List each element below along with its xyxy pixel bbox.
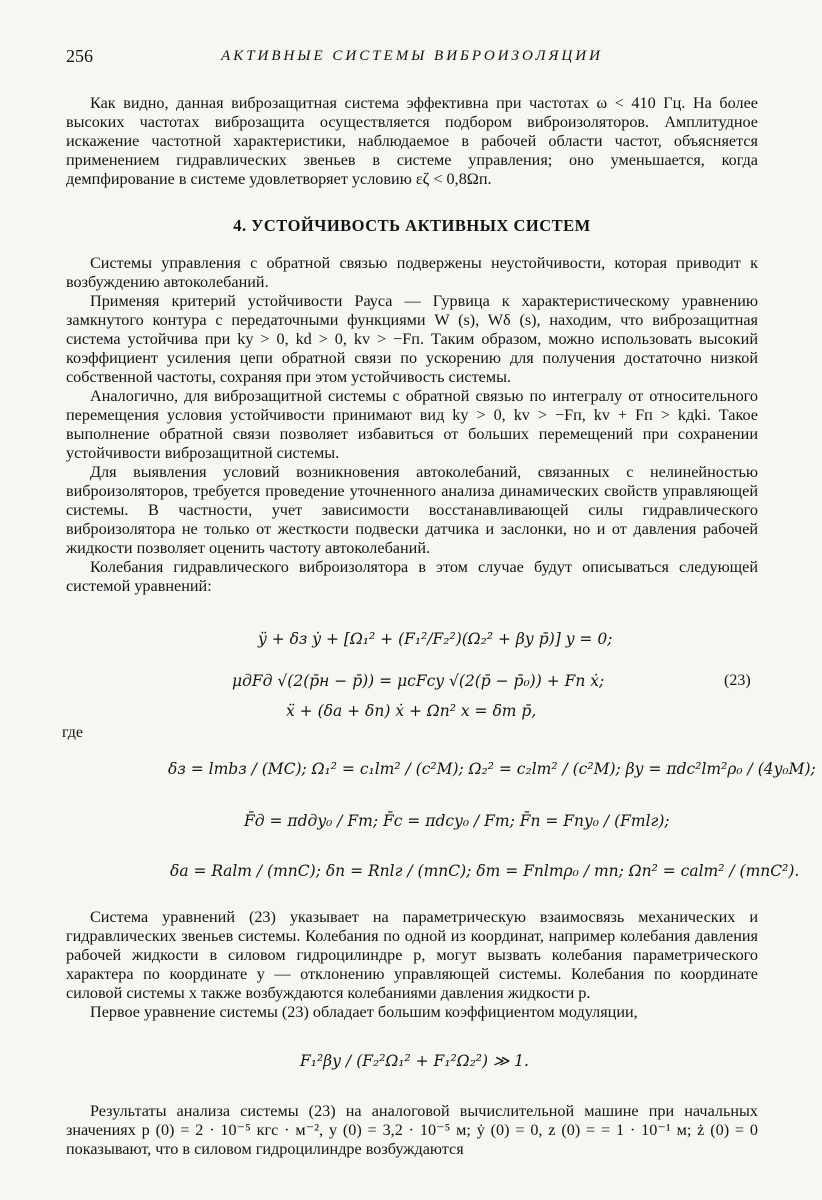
equation-3: ẍ + (δа + δп) ẋ + Ωп² x = δт p̄, [286, 702, 537, 720]
definition-line-2: F̄д = πdдy₀ / Fт; F̄с = πdсy₀ / Fт; F̄п = Fпy₀ / (Fтlг); [244, 812, 670, 830]
running-title: АКТИВНЫЕ СИСТЕМЫ ВИБРОИЗОЛЯЦИИ [221, 48, 603, 64]
section-paragraph-3: Аналогично, для виброзащитной системы с обратной связью по интегралу от относительного перемещения условия устойчивости принимают вид kу > 0, kv > −Fп, kv + Fп > kдki. Такое выполнение обратной связи позволяет избавиться от больших перемещений при сохранении устойчивости виброзащитной системы. [66, 387, 758, 462]
equation-1: ÿ + δз ẏ + [Ω₁² + (F₁²/F₂²)(Ω₂² + βу p̄)] y = 0; [258, 630, 613, 648]
section-title-block [66, 216, 758, 235]
intro-block [66, 94, 758, 189]
modulation-inequality: F₁²βу / (F₂²Ω₁² + F₁²Ω₂²) ≫ 1. [300, 1052, 529, 1070]
section-paragraph-1: Системы управления с обратной связью подвержены неустойчивости, которая приводит к возбуждению автоколебаний. [66, 254, 758, 291]
after-paragraph-1: Система уравнений (23) указывает на параметрическую взаимосвязь механических и гидравлических звеньев системы. Колебания по одной из координат, например колебания давления рабочей жидкости в силовом гидроцилиндре p, могут вызвать колебания параметрического характера по координате y — отклонению управляющей системы. Колебания по координате силовой системы x также возбуждаются колебаниями давления жидкости p. [66, 908, 758, 1002]
section-paragraph-2: Применяя критерий устойчивости Рауса — Гурвица к характеристическому уравнению замкнутого контура с передаточными функциями W (s), Wδ (s), находим, что виброзащитная система устойчива при kу > 0, kd > 0, kv > −Fп. Таким образом, можно использовать высокий коэффициент усиления цепи обратной связи по ускорению для получения достаточно низкой собственной частоты, сохраняя при этом устойчивость системы. [66, 292, 758, 386]
after-paragraph-2: Первое уравнение системы (23) обладает большим коэффициентом модуляции, [90, 1003, 638, 1021]
after-block [66, 908, 758, 1022]
page-header [66, 44, 758, 72]
after-paragraph-3: Результаты анализа системы (23) на аналоговой вычислительной машине при начальных значениях p (0) = 2 · 10⁻⁵ кгс · м⁻², y (0) = 3,2 · 10⁻⁵ м; ẏ (0) = 0, z (0) = = 1 · 10⁻¹ м; ż (0) = 0 показывают, что в силовом гидроцилиндре возбуждаются [66, 1102, 758, 1158]
section-body [66, 254, 758, 596]
section-paragraph-4: Для выявления условий возникновения автоколебаний, связанных с нелинейностью виброизоляторов, требуется проведение уточненного анализа динамических свойств управляющей системы. В частности, учет зависимости восстанавливающей силы гидравлического виброизолятора не только от жесткости подвески датчика и заслонки, но и от давления рабочей жидкости позволяет оценить частоту автоколебаний. [66, 463, 758, 557]
equation-number: (23) [724, 672, 751, 689]
intro-paragraph: Как видно, данная виброзащитная система эффективна при частотах ω < 410 Гц. На более высоких частотах виброзащита осуществляется подбором виброизоляторов. Амплитудное искажение частотной характеристики, наблюдаемое в рабочей области частот, объясняется применением гидравлических звеньев в системе управления; оно уменьшается, когда демпфирование в системе удовлетворяет условию εζ < 0,8Ωп. [66, 94, 758, 188]
final-block [66, 1102, 758, 1159]
section-title: 4. УСТОЙЧИВОСТЬ АКТИВНЫХ СИСТЕМ [233, 216, 591, 235]
equation-2: μдFд √(2(p̄н − p̄)) = μсFсy √(2(p̄ − p̄₀)) + Fп ẋ; [232, 672, 605, 690]
page-number: 256 [66, 46, 93, 66]
definition-line-1: δз = lтbз / (MC); Ω₁² = c₁lт² / (c²M); Ω₂² = c₂lт² / (c²M); βу = πdс²lт²ρ₀ / (4y₀M); [168, 760, 816, 778]
where-label: где [62, 724, 84, 741]
definition-line-3: δа = Rаlт / (mпC); δп = Rпlг / (mпC); δт = Fпlтρ₀ / mп; Ωп² = cаlт² / (mпC²). [170, 862, 800, 880]
section-paragraph-5: Колебания гидравлического виброизолятора в этом случае будут описываться следующей системой уравнений: [66, 558, 758, 595]
